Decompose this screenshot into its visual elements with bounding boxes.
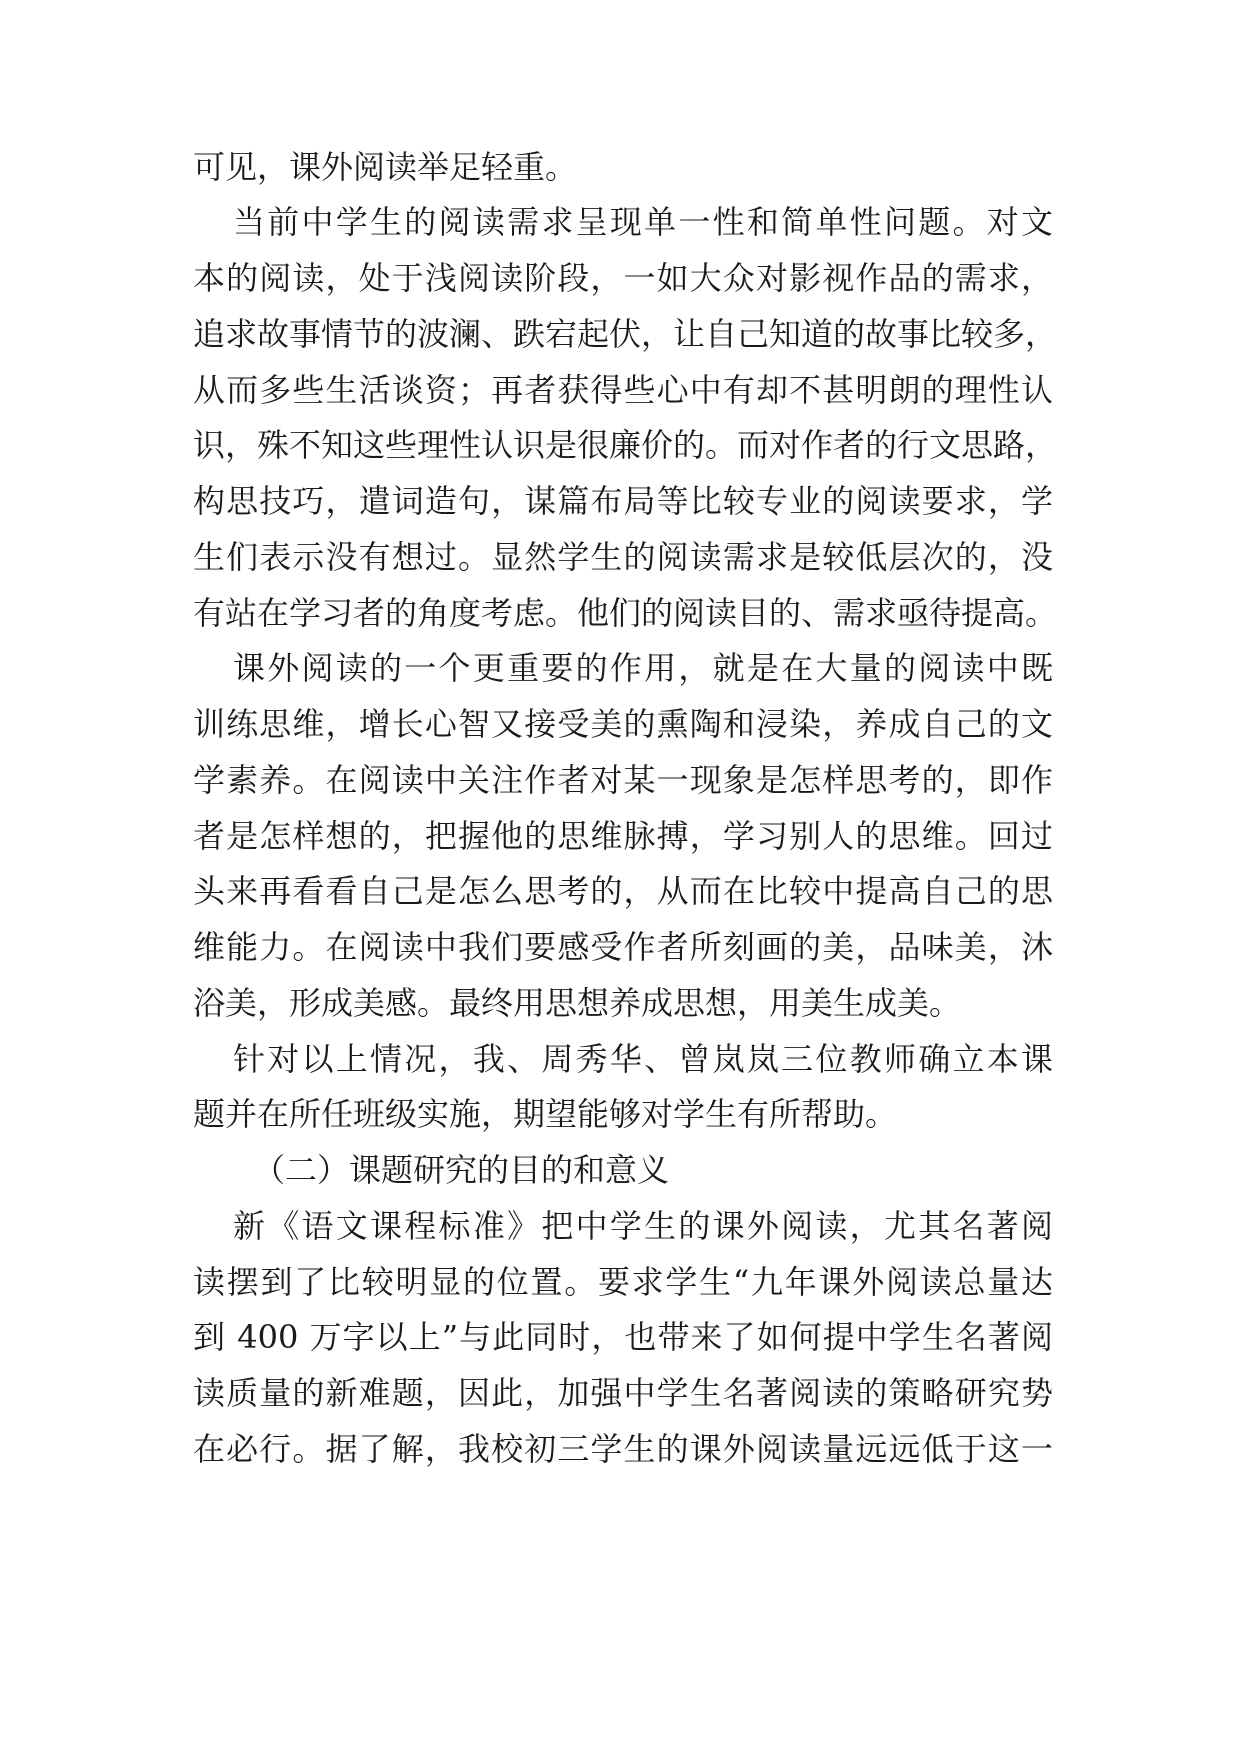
text-line: 本的阅读，处于浅阅读阶段，一如大众对影视作品的需求， xyxy=(193,259,1053,297)
text-line: 可见，课外阅读举足轻重。 xyxy=(193,148,578,186)
text-line: 者是怎样想的，把握他的思维脉搏，学习别人的思维。回过 xyxy=(193,817,1053,855)
paragraph-first-line: 课外阅读的一个更重要的作用，就是在大量的阅读中既 xyxy=(233,649,1053,687)
text-line: 题并在所任班级实施，期望能够对学生有所帮助。 xyxy=(193,1095,898,1133)
paragraph-first-line: 针对以上情况，我、周秀华、曾岚岚三位教师确立本课 xyxy=(233,1040,1053,1078)
paragraph-first-line: 新《语文课程标准》把中学生的课外阅读，尤其名著阅 xyxy=(233,1207,1053,1245)
text-line: 读质量的新难题，因此，加强中学生名著阅读的策略研究势 xyxy=(193,1374,1053,1412)
text-line: 训练思维，增长心智又接受美的熏陶和浸染，养成自己的文 xyxy=(193,705,1053,743)
text-line: 在必行。据了解，我校初三学生的课外阅读量远远低于这一 xyxy=(193,1430,1053,1468)
paragraph-first-line: 当前中学生的阅读需求呈现单一性和简单性问题。对文 xyxy=(233,203,1053,241)
text-line: 追求故事情节的波澜、跌宕起伏，让自己知道的故事比较多， xyxy=(193,315,1058,353)
text-line: 生们表示没有想过。显然学生的阅读需求是较低层次的，没 xyxy=(193,538,1053,576)
text-line: 维能力。在阅读中我们要感受作者所刻画的美，品味美，沐 xyxy=(193,928,1053,966)
text-line: 识，殊不知这些理性认识是很廉价的。而对作者的行文思路， xyxy=(193,426,1058,464)
text-line: 浴美，形成美感。最终用思想养成思想，用美生成美。 xyxy=(193,984,962,1022)
text-line: 读摆到了比较明显的位置。要求学生“九年课外阅读总量达 xyxy=(193,1263,1053,1301)
text-line: 从而多些生活谈资；再者获得些心中有却不甚明朗的理性认 xyxy=(193,371,1053,409)
text-line: 到 400 万字以上”与此同时，也带来了如何提中学生名著阅 xyxy=(193,1318,1053,1356)
section-heading: （二）课题研究的目的和意义 xyxy=(253,1151,670,1189)
text-line: 头来再看看自己是怎么思考的，从而在比较中提高自己的思 xyxy=(193,872,1053,910)
text-line: 学素养。在阅读中关注作者对某一现象是怎样思考的，即作 xyxy=(193,761,1053,799)
text-line: 构思技巧，遣词造句，谋篇布局等比较专业的阅读要求，学 xyxy=(193,482,1053,520)
text-line: 有站在学习者的角度考虑。他们的阅读目的、需求亟待提高。 xyxy=(193,594,1058,632)
